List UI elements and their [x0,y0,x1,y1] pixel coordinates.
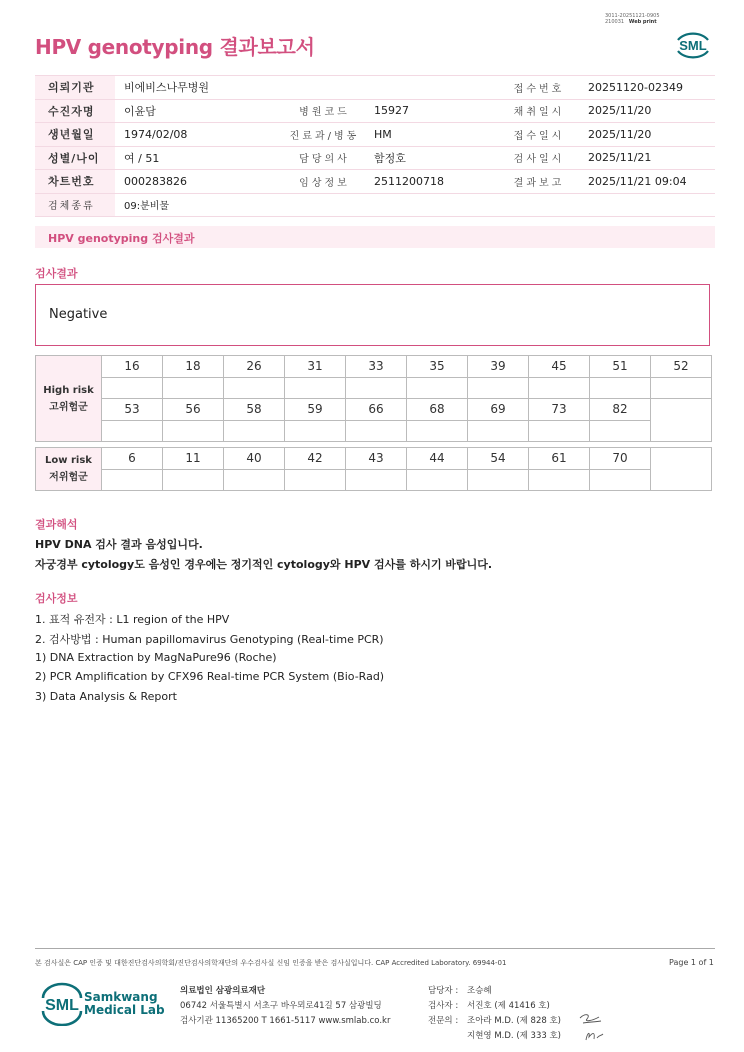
genotype-result-cell [163,469,224,491]
genotype-result-cell [102,377,163,399]
info-label: 접수일시 [499,123,579,147]
empty-cell [651,399,712,442]
staff-row: 검사자 : 서진호 (제 41416 호) [428,1001,550,1011]
info-row [35,123,715,147]
patient-info-table [35,75,715,217]
page-number: Page 1 of 1 [669,958,714,967]
high-risk-label: High risk 고위험군 [36,356,102,442]
info-value: 비에비스나무병원 [115,76,284,100]
genotype-label: 33 [346,356,407,378]
test-info-line: 2) PCR Amplification by CFX96 Real-time PCR System (Bio-Rad) [35,670,385,683]
foundation-address: 06742 서울특별시 서초구 바우뫼로41길 57 삼광빌딩 [180,1001,382,1011]
info-label: 결과보고 [499,170,579,194]
genotype-label: 56 [163,399,224,421]
genotype-result-cell [102,469,163,491]
info-value: HM [365,123,499,147]
staff-list [428,984,561,1044]
print-code-line2: 210031 [605,19,625,25]
genotype-label: 45 [529,356,590,378]
info-label: 병원코드 [284,99,365,123]
accreditation-note: 본 검사실은 CAP 인증 및 대한진단검사의학회/진단검사의학재단의 우수검사실 신임 인증을 받은 검사실입니다. CAP Accredited Laboratory. 69944-01 [35,959,507,967]
signature-icon [577,1010,607,1042]
genotype-label: 6 [102,448,163,470]
result-box [35,284,710,346]
genotype-result-cell [468,420,529,442]
info-label: 생년월일 [35,123,115,147]
genotype-label: 59 [285,399,346,421]
info-value: 2511200718 [365,170,499,194]
genotype-result-cell [346,469,407,491]
genotype-label: 68 [407,399,468,421]
info-value [365,76,499,100]
high-risk-table [35,355,712,442]
info-label: 수진자명 [35,99,115,123]
genotype-result-cell [346,420,407,442]
info-row [35,76,715,100]
genotype-result-cell [163,377,224,399]
info-row [35,193,715,217]
specimen-label: 검체종류 [35,193,115,217]
info-label: 차트번호 [35,170,115,194]
genotype-result-cell [224,469,285,491]
empty-cell [651,448,712,491]
info-label: 임상정보 [284,170,365,194]
foundation-name: 의료법인 삼광의료재단 [180,986,266,996]
genotype-result-cell [224,420,285,442]
interpretation-heading: 결과해석 [35,518,78,531]
test-info-line: 1. 표적 유전자 : L1 region of the HPV [35,613,230,626]
info-value: 1974/02/08 [115,123,284,147]
info-value: 20251120-02349 [579,76,715,100]
print-code [605,13,660,25]
staff-row: 전문의 : 조아라 M.D. (제 828 호) [428,1016,562,1026]
genotype-label: 43 [346,448,407,470]
genotype-result-cell [529,420,590,442]
info-value: 15927 [365,99,499,123]
genotype-result-cell [163,420,224,442]
info-value: 이윤담 [115,99,284,123]
genotype-result-cell [590,377,651,399]
genotype-label: 58 [224,399,285,421]
genotype-result-cell [529,469,590,491]
web-print-label: Web print [628,19,657,25]
genotype-result-cell [590,420,651,442]
info-label: 검사일시 [499,146,579,170]
genotype-result-cell [407,469,468,491]
section-band [35,226,715,248]
genotype-label: 40 [224,448,285,470]
test-info-heading: 검사정보 [35,592,78,605]
info-value: 여 / 51 [115,146,284,170]
genotype-label: 26 [224,356,285,378]
genotype-result-cell [468,377,529,399]
low-risk-label: Low risk 저위험군 [36,448,102,491]
specimen-value: 09:분비물 [115,193,715,217]
genotype-result-cell [407,420,468,442]
print-code-line1: 3011-20251121-0905 [605,13,660,19]
genotype-label: 35 [407,356,468,378]
genotype-result-cell [346,377,407,399]
info-value: 2025/11/21 09:04 [579,170,715,194]
genotype-result-cell [407,377,468,399]
genotype-label: 44 [407,448,468,470]
info-value: 000283826 [115,170,284,194]
genotype-result-cell [651,377,712,399]
genotype-label: 16 [102,356,163,378]
info-value: 2025/11/20 [579,99,715,123]
info-label: 접수번호 [499,76,579,100]
info-row [35,170,715,194]
genotype-label: 51 [590,356,651,378]
genotype-label: 73 [529,399,590,421]
staff-row: 담당자 : 조승혜 [428,986,492,996]
info-value: 함정호 [365,146,499,170]
info-label: 성별/나이 [35,146,115,170]
genotype-result-cell [529,377,590,399]
info-value: 2025/11/21 [579,146,715,170]
genotype-label: 42 [285,448,346,470]
genotype-result-cell [102,420,163,442]
info-value: 2025/11/20 [579,123,715,147]
info-label [284,76,365,100]
genotype-label: 52 [651,356,712,378]
interpretation-line-1: HPV DNA 검사 결과 음성입니다. [35,538,203,551]
info-label: 진료과/병동 [284,123,365,147]
info-label: 의뢰기관 [35,76,115,100]
genotype-label: 53 [102,399,163,421]
genotype-result-cell [285,469,346,491]
genotype-result-cell [468,469,529,491]
test-info-line: 1) DNA Extraction by MagNaPure96 (Roche) [35,651,277,664]
genotype-result-cell [285,377,346,399]
genotype-label: 66 [346,399,407,421]
test-info-line: 2. 검사방법 : Human papillomavirus Genotyping (Real-time PCR) [35,633,384,646]
sml-logo-text: SML [45,997,79,1014]
section-title: HPV genotyping 검사결과 [48,232,195,245]
genotype-label: 11 [163,448,224,470]
footer-divider [35,948,715,949]
interpretation-line-2: 자궁경부 cytology도 음성인 경우에는 정기적인 cytology와 HPV 검사를 하시기 바랍니다. [35,558,493,571]
genotype-label: 61 [529,448,590,470]
info-label: 담당의사 [284,146,365,170]
genotype-result-cell [224,377,285,399]
genotype-label: 69 [468,399,529,421]
genotype-result-cell [590,469,651,491]
genotype-label: 82 [590,399,651,421]
report-title: HPV genotyping 결과보고서 [35,35,315,59]
foundation-info [180,984,390,1029]
staff-row: 지현영 M.D. (제 333 호) [467,1031,562,1041]
genotype-label: 31 [285,356,346,378]
result-value: Negative [49,307,108,322]
result-heading: 검사결과 [35,267,78,280]
test-info-line: 3) Data Analysis & Report [35,690,177,703]
genotype-label: 39 [468,356,529,378]
foundation-contact: 검사기관 11365200 T 1661-5117 www.smlab.co.kr [180,1016,391,1026]
sml-logo-icon [37,982,87,1026]
sml-logo-icon [672,26,714,64]
info-row [35,99,715,123]
genotype-result-cell [285,420,346,442]
brand-name: Samkwang Medical Lab [84,990,165,1017]
genotype-label: 18 [163,356,224,378]
info-label: 채취일시 [499,99,579,123]
sml-logo-text: SML [679,38,707,53]
info-row [35,146,715,170]
genotype-label: 70 [590,448,651,470]
genotype-label: 54 [468,448,529,470]
low-risk-table [35,447,712,491]
